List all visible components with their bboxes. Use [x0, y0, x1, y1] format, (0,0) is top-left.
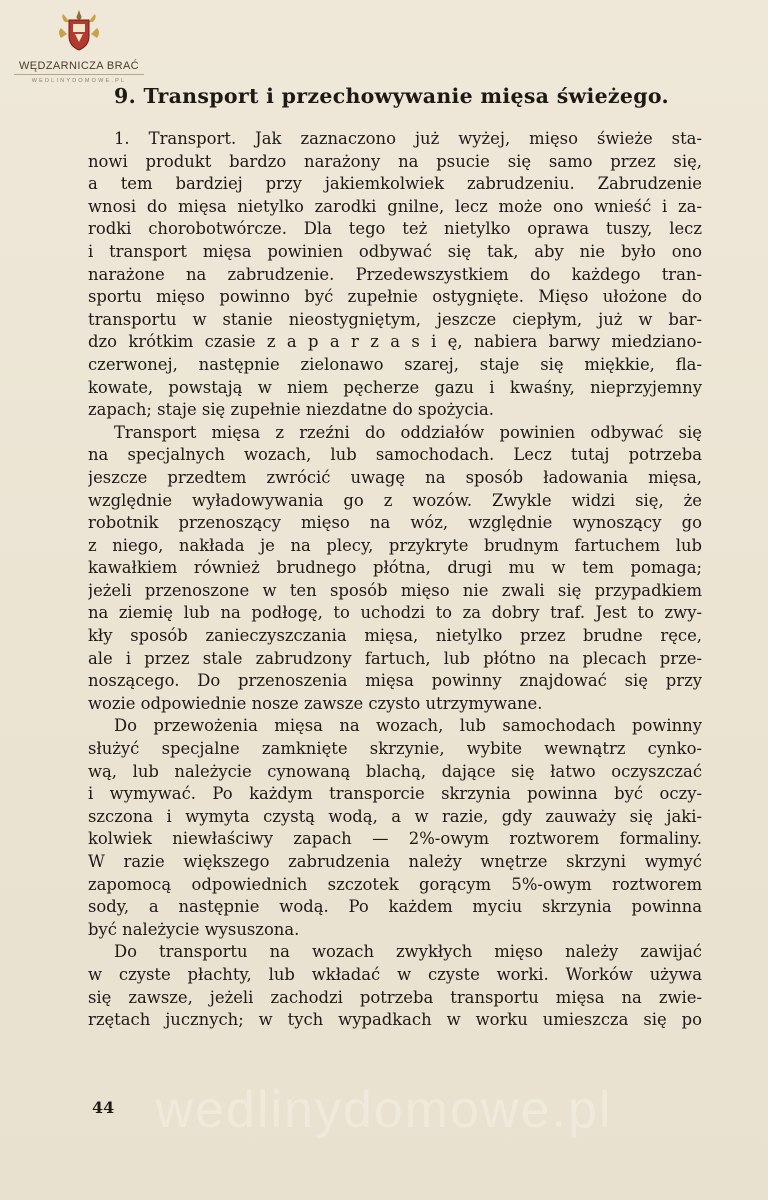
text-line: rzętach jucznych; w tych wypadkach w worku umieszcza się po: [88, 1010, 702, 1030]
body-text: [88, 128, 702, 1032]
text-line: Do transportu na wozach zwykłych mięso należy zawijać: [114, 942, 702, 962]
text-line: na ziemię lub na podłogę, to uchodzi to za dobry traf. Jest to zwy-: [88, 603, 702, 623]
text-line: rodki chorobotwórcze. Dla tego też nietylko oprawa tuszy, lecz: [88, 219, 702, 239]
text-line: jeżeli przenoszone w ten sposób mięso nie zwali się przypadkiem: [88, 580, 702, 600]
text-line: zapach; staje się zupełnie niezdatne do spożycia.: [88, 400, 494, 420]
text-line: sportu mięso powinno być zupełnie ostygnięte. Mięso ułożone do: [88, 287, 702, 307]
text-line: noszącego. Do przenoszenia mięsa powinny znajdować się przy: [88, 671, 702, 691]
text-line: i transport mięsa powinien odbywać się tak, aby nie było ono: [88, 241, 702, 261]
text-line: szczona i wymyta czystą wodą, a w razie, gdy zauważy się jaki-: [88, 806, 702, 826]
text-line: Do przewożenia mięsa na wozach, lub samochodach powinny: [114, 716, 702, 736]
text-line: z niego, nakłada je na plecy, przykryte brudnym fartuchem lub: [88, 535, 702, 555]
text-line: dzo krótkim czasie z a p a r z a s i ę, nabiera barwy miedziano-: [88, 332, 702, 352]
text-line: kły sposób zanieczyszczania mięsa, nietylko przez brudne ręce,: [88, 626, 702, 646]
text-line: Transport mięsa z rzeźni do oddziałów powinien odbywać się: [114, 422, 702, 442]
text-line: względnie wyładowywania go z wozów. Zwykle widzi się, że: [88, 490, 702, 510]
site-logo[interactable]: [14, 8, 144, 84]
text-line: nowi produkt bardzo narażony na psucie się samo przez się,: [88, 151, 702, 171]
text-line: być należycie wysuszona.: [88, 919, 300, 939]
section-heading: 9. Transport i przechowywanie mięsa świeżego.: [114, 84, 669, 108]
text-line: i wymywać. Po każdym transporcie skrzynia powinna być oczy-: [88, 784, 702, 804]
crest-icon: [57, 8, 101, 54]
text-line: 1. Transport. Jak zaznaczono już wyżej, mięso świeże sta-: [114, 129, 702, 148]
text-line: kawałkiem również brudnego płótna, drugi mu w tem pomaga;: [88, 558, 702, 578]
text-line: kowate, powstają w niem pęcherze gazu i kwaśny, nieprzyjemny: [88, 377, 702, 397]
text-line: czerwonej, następnie zielonawo szarej, staje się miękkie, fla-: [88, 354, 702, 374]
logo-subtitle: WEDLINYDOMOWE.PL: [31, 78, 127, 84]
text-line: a tem bardziej przy jakiemkolwiek zabrudzeniu. Zabrudzenie: [88, 174, 702, 194]
logo-title: WĘDZARNICZA BRAĆ: [14, 60, 144, 75]
page-number: 44: [92, 1098, 115, 1117]
text-line: narażone na zabrudzenie. Przedewszystkiem do każdego tran-: [88, 264, 702, 284]
text-line: jeszcze przedtem zwrócić uwagę na sposób ładowania mięsa,: [88, 467, 702, 487]
text-line: ale i przez stale zabrudzony fartuch, lub płótno na plecach prze-: [88, 648, 702, 668]
text-line: kolwiek niewłaściwy zapach — 2%-owym roztworem formaliny.: [88, 829, 702, 849]
text-line: na specjalnych wozach, lub samochodach. Lecz tutaj potrzeba: [88, 445, 702, 465]
text-line: transportu w stanie nieostygniętym, jeszcze ciepłym, już w bar-: [88, 309, 702, 329]
watermark: wedlinydomowe.pl: [155, 1081, 613, 1139]
text-line: wnosi do mięsa nietylko zarodki gnilne, lecz może ono wnieść i za-: [88, 196, 702, 216]
text-line: wozie odpowiednie nosze zawsze czysto utrzymywane.: [88, 693, 543, 713]
text-line: sody, a następnie wodą. Po każdem myciu skrzynia powinna: [88, 897, 702, 917]
text-line: robotnik przenoszący mięso na wóz, względnie wynoszący go: [88, 513, 702, 533]
text-line: służyć specjalne zamknięte skrzynie, wybite wewnątrz cynko-: [88, 739, 702, 759]
text-line: W razie większego zabrudzenia należy wnętrze skrzyni wymyć: [88, 852, 702, 871]
text-line: wą, lub należycie cynowaną blachą, dające się łatwo oczyszczać: [88, 761, 702, 781]
text-line: zapomocą odpowiednich szczotek gorącym 5%-owym roztworem: [88, 874, 702, 894]
text-line: się zawsze, jeżeli zachodzi potrzeba transportu mięsa na zwie-: [88, 987, 702, 1007]
text-line: w czyste płachty, lub wkładać w czyste worki. Worków używa: [88, 964, 702, 984]
